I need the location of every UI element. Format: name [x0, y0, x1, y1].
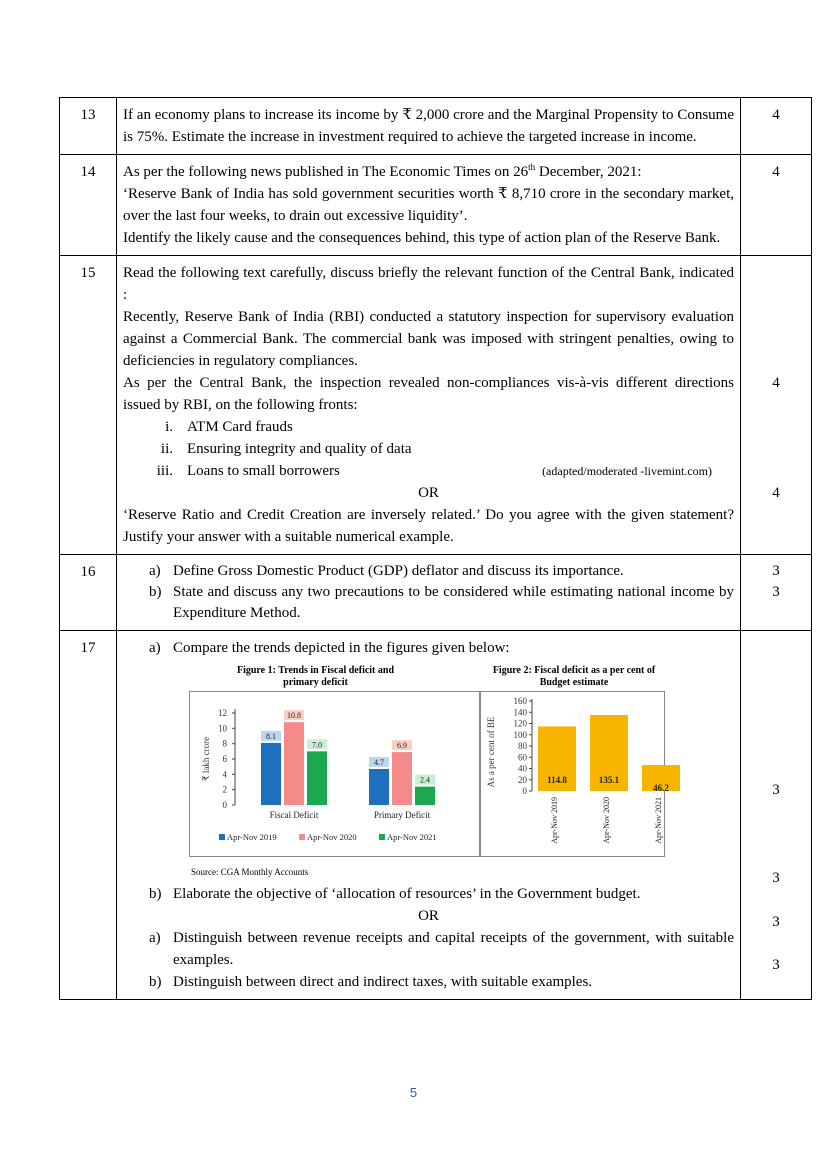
list-text: ATM Card frauds [187, 419, 293, 435]
sub-label: a) [149, 640, 161, 656]
sub-question [123, 582, 734, 624]
question-marks [741, 555, 812, 631]
bar [261, 743, 281, 805]
sub-label: b) [149, 886, 162, 902]
data-label: 46.2 [653, 783, 669, 794]
marks-b: 3 [772, 870, 780, 886]
y-tick-label: 4 [222, 769, 227, 780]
list-marker: ii. [160, 441, 173, 457]
list-item [123, 460, 734, 482]
question-paragraph: Recently, Reserve Bank of India (RBI) conducted a statutory inspection for supervisory evaluation against a Commercial Bank. The commercial bank was imposed with stringent penalties, owing to deficiencies in regulatory compliances. [123, 309, 734, 369]
question-table [59, 97, 812, 1000]
question-paragraph: As per the Central Bank, the inspection revealed non-compliances vis-à-vis different directions issued by RBI, on the following fronts: [123, 375, 734, 413]
x-category-label: Apr-Nov 2019 [550, 797, 559, 844]
text-segment: December, 2021: [535, 164, 642, 180]
data-label: 4.7 [374, 757, 384, 767]
question-row-15 [60, 256, 812, 555]
question-number: 13 [60, 98, 117, 155]
sub-question [123, 561, 734, 582]
question-row-17 [60, 631, 812, 1000]
list-text: Ensuring integrity and quality of data [187, 441, 412, 457]
question-marks [741, 631, 812, 1000]
marks-alt-b: 3 [772, 957, 780, 973]
list-item [123, 416, 734, 438]
legend-swatch [299, 834, 305, 840]
question-text: If an economy plans to increase its income by ₹ 2,000 crore and the Marginal Propensity to Consume is 75%. Estimate the increase in investment required to achieve the targeted increase in income. [117, 98, 741, 155]
x-category-label: Apr-Nov 2021 [654, 797, 663, 844]
x-category-label: Fiscal Deficit [269, 810, 319, 820]
sub-question [123, 927, 734, 971]
question-number: 17 [60, 631, 117, 1000]
or-separator: OR [418, 485, 439, 501]
bar [284, 722, 304, 805]
y-tick-label: 140 [513, 707, 527, 718]
data-label: 7.0 [312, 740, 322, 750]
sub-label: a) [149, 563, 161, 579]
x-category-label: Primary Deficit [373, 810, 431, 820]
data-label: 8.1 [266, 731, 276, 741]
sub-label: b) [149, 584, 162, 600]
superscript: th [528, 162, 536, 172]
legend-swatch [379, 834, 385, 840]
sub-question [123, 637, 734, 659]
question-prompt: Identify the likely cause and the consequences behind, this type of action plan of the Reserve Bank. [123, 230, 721, 246]
marks-alt: 4 [772, 485, 780, 501]
figure-2-title: Figure 2: Fiscal deficit as a per cent of Budget estimate [492, 665, 656, 688]
y-tick-label: 160 [513, 696, 527, 706]
bar [392, 752, 412, 805]
bar [369, 769, 389, 805]
figure-divider [479, 691, 481, 857]
sub-text: Distinguish between revenue receipts and capital receipts of the government, with suitable examples. [173, 930, 734, 968]
question-text [117, 631, 741, 1000]
bar [307, 751, 327, 805]
figures-panel [189, 665, 669, 877]
y-tick-label: 0 [522, 786, 527, 796]
y-tick-label: 12 [218, 708, 227, 718]
marks-main: 4 [772, 375, 780, 391]
list-item [123, 438, 734, 460]
sub-question [123, 883, 734, 905]
sub-text: State and discuss any two precautions to be considered while estimating national income by Expenditure Method. [173, 584, 734, 621]
y-tick-label: 0 [222, 800, 227, 810]
y-axis-label: As a per cent of BE [486, 716, 496, 788]
marks-a: 3 [772, 563, 780, 579]
legend-label: Apr-Nov 2019 [227, 832, 277, 842]
sub-text: Elaborate the objective of ‘allocation of resources’ in the Government budget. [173, 886, 641, 902]
figure-source: Source: CGA Monthly Accounts [191, 867, 309, 877]
y-tick-label: 8 [222, 738, 227, 749]
data-label: 6.9 [397, 741, 407, 751]
question-marks [741, 256, 812, 555]
sub-question [123, 971, 734, 993]
or-separator: OR [418, 908, 439, 924]
sub-text: Distinguish between direct and indirect taxes, with suitable examples. [173, 974, 593, 990]
sub-label: a) [149, 930, 161, 946]
question-number: 15 [60, 256, 117, 555]
alternative-question: ‘Reserve Ratio and Credit Creation are inversely related.’ Do you agree with the given statement? Justify your answer with a suitable numerical example. [123, 507, 734, 545]
question-row-16 [60, 555, 812, 631]
figure-2-chart [480, 693, 669, 853]
y-tick-label: 20 [518, 774, 527, 785]
list-marker: iii. [156, 463, 173, 479]
question-intro: Read the following text carefully, discuss briefly the relevant function of the Central Bank, indicated : [123, 265, 734, 303]
question-number: 16 [60, 555, 117, 631]
data-label: 2.4 [420, 775, 430, 785]
page-number: 5 [409, 1085, 418, 1100]
y-tick-label: 80 [518, 741, 527, 751]
sub-label: b) [149, 974, 162, 990]
y-axis-label: ₹ lakh crore [201, 736, 211, 782]
source-citation: (adapted/moderated -livemint.com) [542, 464, 712, 478]
legend-label: Apr-Nov 2021 [387, 832, 437, 842]
question-row-13 [60, 98, 812, 155]
bar [415, 787, 435, 805]
question-number: 14 [60, 155, 117, 256]
y-tick-label: 2 [222, 784, 227, 795]
marks-alt-a: 3 [772, 914, 780, 930]
list-marker: i. [165, 419, 173, 435]
y-tick-label: 100 [513, 729, 527, 740]
question-marks: 4 [741, 98, 812, 155]
question-row-14 [60, 155, 812, 256]
question-text [117, 555, 741, 631]
legend-swatch [219, 834, 225, 840]
data-label: 114.8 [547, 775, 567, 785]
sub-text: Compare the trends depicted in the figures given below: [173, 640, 510, 656]
y-tick-label: 40 [518, 763, 527, 774]
question-line [123, 161, 734, 183]
x-category-label: Apr-Nov 2020 [602, 797, 611, 844]
news-quote: ‘Reserve Bank of India has sold government securities worth ₹ 8,710 crore in the secondary market, over the last four weeks, to drain out excessive liquidity’. [123, 186, 734, 224]
y-tick-label: 120 [513, 718, 527, 729]
y-tick-label: 6 [222, 754, 227, 764]
sub-text: Define Gross Domestic Product (GDP) deflator and discuss its importance. [173, 563, 624, 579]
question-marks: 4 [741, 155, 812, 256]
marks-b: 3 [772, 584, 780, 600]
y-tick-label: 10 [218, 723, 227, 734]
question-text [117, 155, 741, 256]
text-segment: As per the following news published in The Economic Times on 26 [123, 164, 529, 180]
question-text [117, 256, 741, 555]
figure-1-chart [191, 693, 481, 853]
y-tick-label: 60 [518, 752, 527, 763]
data-label: 10.8 [287, 711, 301, 721]
list-text: Loans to small borrowers [187, 463, 340, 479]
legend-label: Apr-Nov 2020 [307, 832, 357, 842]
marks-a: 3 [772, 782, 780, 798]
data-label: 135.1 [598, 775, 620, 785]
figure-1-title: Figure 1: Trends in Fiscal deficit and primary deficit [236, 665, 395, 688]
